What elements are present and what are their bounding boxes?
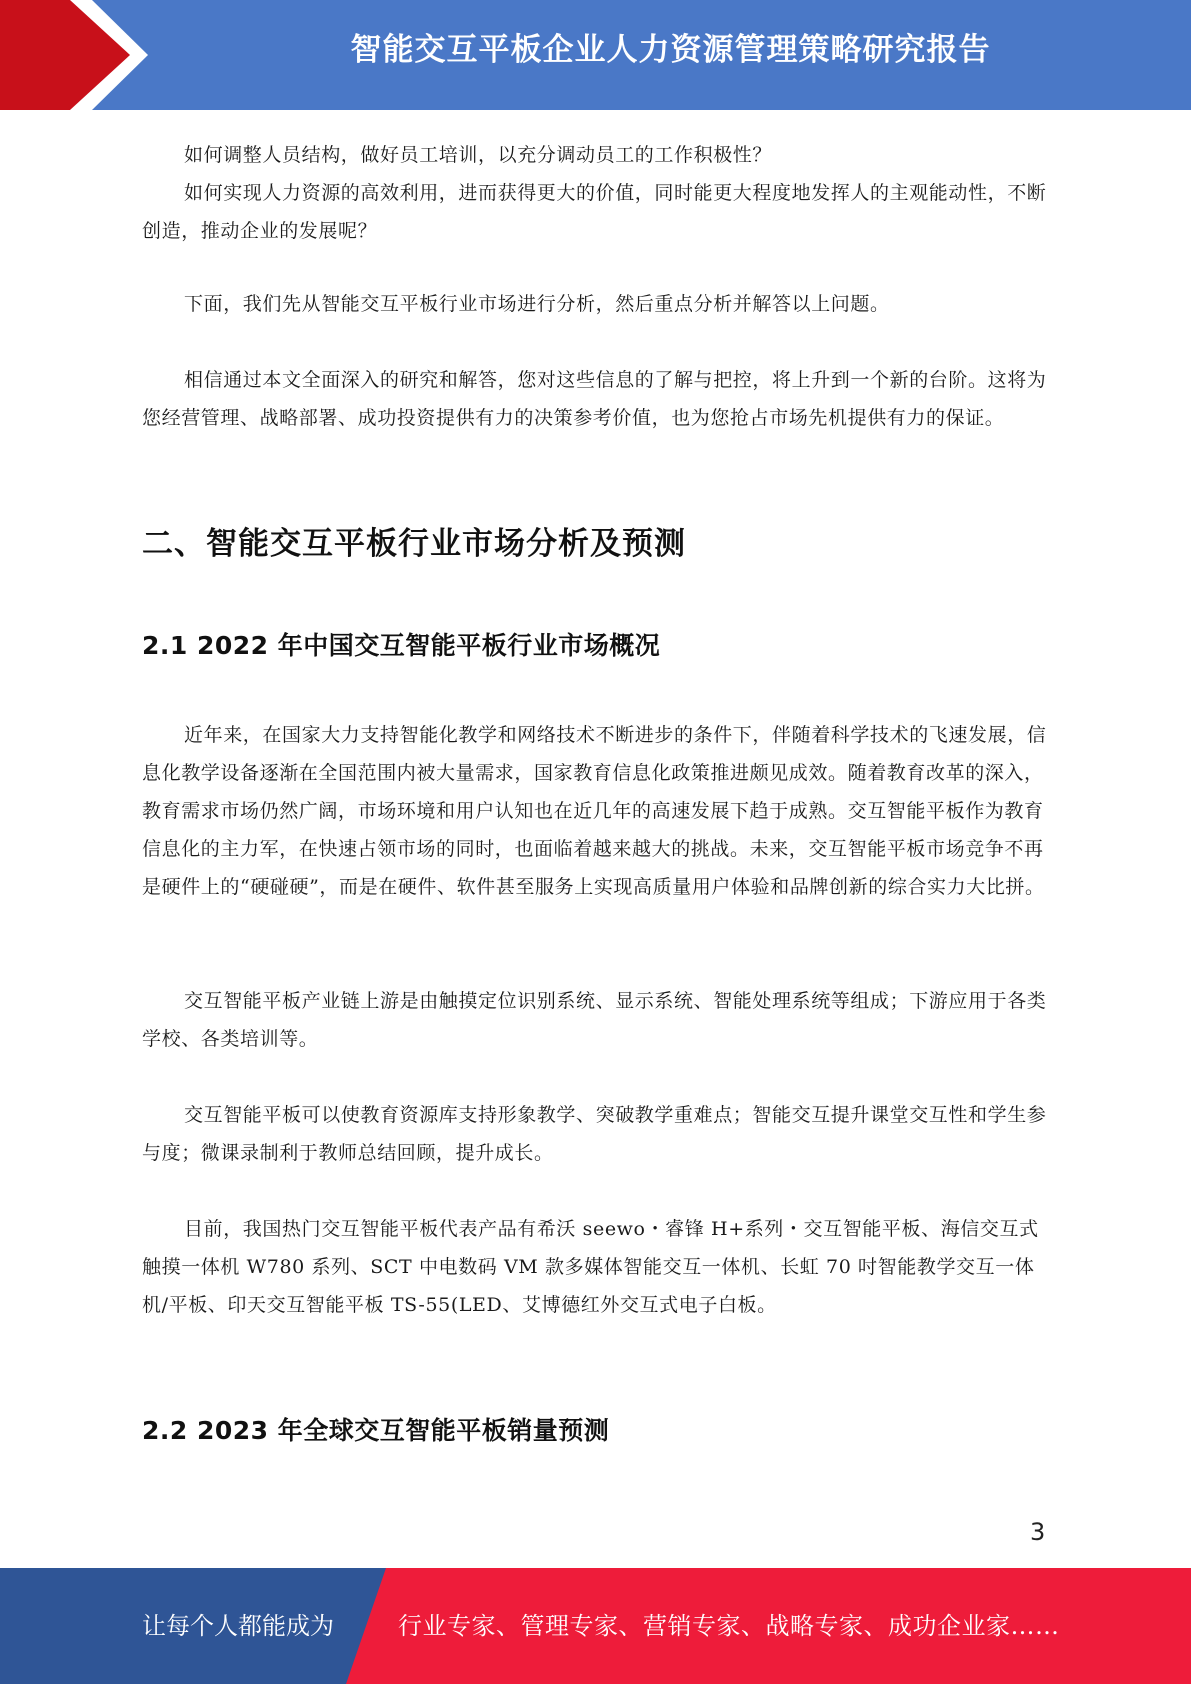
industry-chain-block xyxy=(142,982,1047,1058)
market-overview-paragraph: 近年来，在国家大力支持智能化教学和网络技术不断进步的条件下，伴随着科学技术的飞速发展，信息化教学设备逐渐在全国范围内被大量需求，国家教育信息化政策推进颇见成效。随着教育改革的深入，教育需求市场仍然广阔，市场环境和用户认知也在近几年的高速发展下趋于成熟。交互智能平板作为教育信息化的主力军，在快速占领市场的同时，也面临着越来越大的挑战。未来，交互智能平板市场竞争不再是硬件上的“硬碰硬”，而是在硬件、软件甚至服务上实现高质量用户体验和品牌创新的综合实力大比拼。 xyxy=(142,724,1047,898)
page-footer xyxy=(0,1568,1191,1684)
footer-slogan-right: 行业专家、管理专家、营销专家、战略专家、成功企业家…… xyxy=(398,1612,1060,1640)
intro-block-2 xyxy=(142,285,1047,323)
intro-paragraph-2: 如何实现人力资源的高效利用，进而获得更大的价值，同时能更大程度地发挥人的主观能动性，不断创造，推动企业的发展呢？ xyxy=(142,182,1047,242)
intro-paragraph-1: 如何调整人员结构，做好员工培训，以充分调动员工的工作积极性？ xyxy=(184,144,773,166)
industry-chain-paragraph: 交互智能平板产业链上游是由触摸定位识别系统、显示系统、智能处理系统等组成；下游应用于各类学校、各类培训等。 xyxy=(142,990,1047,1050)
benefits-block xyxy=(142,1096,1047,1172)
intro-paragraph-3: 下面，我们先从智能交互平板行业市场进行分析，然后重点分析并解答以上问题。 xyxy=(184,293,890,315)
subsection-2-1-body xyxy=(142,716,1047,906)
products-paragraph: 目前，我国热门交互智能平板代表产品有希沃 seewo・睿锋 H+系列・交互智能平板、海信交互式触摸一体机 W780 系列、SCT 中电数码 VM 款多媒体智能交互一体机、长虹 70 吋智能教学交互一体机/平板、印天交互智能平板 TS-55(LED、艾博德红外交互式电子白板。 xyxy=(142,1218,1039,1316)
intro-paragraph-4: 相信通过本文全面深入的研究和解答，您对这些信息的了解与把控，将上升到一个新的台阶。这将为您经营管理、战略部署、成功投资提供有力的决策参考价值，也为您抢占市场先机提供有力的保证。 xyxy=(142,369,1047,429)
page-number: 3 xyxy=(1030,1518,1046,1546)
subsection-heading-2-2: 2.2 2023 年全球交互智能平板销量预测 xyxy=(142,1416,610,1445)
page-header xyxy=(0,0,1191,110)
header-title: 智能交互平板企业人力资源管理策略研究报告 xyxy=(350,32,991,68)
subsection-heading-2-1: 2.1 2022 年中国交互智能平板行业市场概况 xyxy=(142,631,661,660)
intro-block-3 xyxy=(142,361,1047,437)
benefits-paragraph: 交互智能平板可以使教育资源库支持形象教学、突破教学重难点；智能交互提升课堂交互性和学生参与度；微课录制利于教师总结回顾，提升成长。 xyxy=(142,1104,1047,1164)
section-heading: 二、智能交互平板行业市场分析及预测 xyxy=(142,526,686,562)
products-block xyxy=(142,1210,1047,1324)
footer-slogan-left: 让每个人都能成为 xyxy=(142,1612,334,1640)
intro-block xyxy=(142,136,1047,250)
